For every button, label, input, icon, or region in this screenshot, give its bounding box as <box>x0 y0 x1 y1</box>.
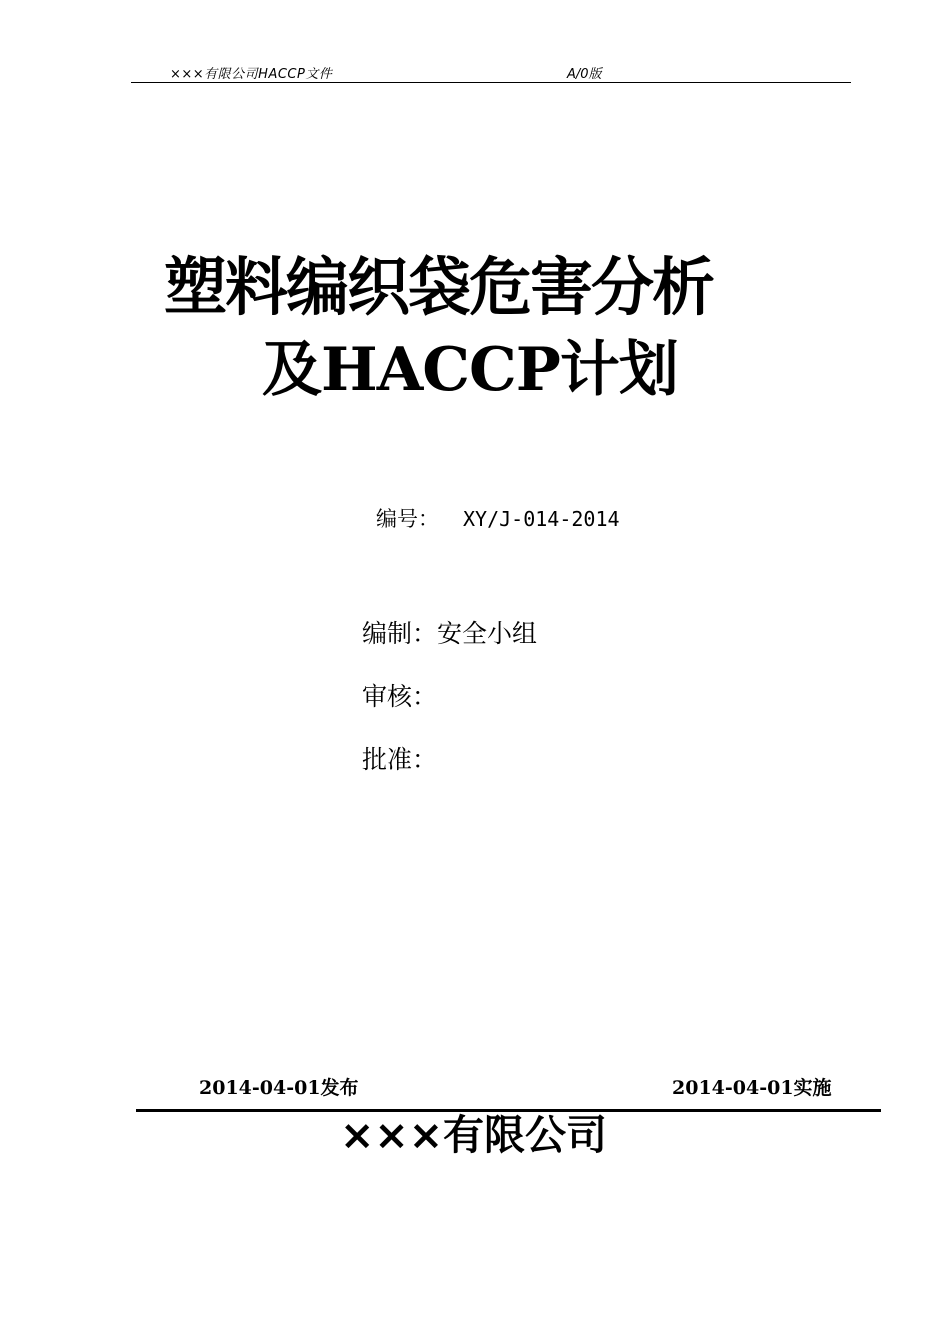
header-divider <box>131 82 851 83</box>
document-number-value: XY/J-014-2014 <box>463 507 620 531</box>
document-number-label: 编号： <box>376 507 439 531</box>
issue-date: 2014-04-01发布 <box>199 1077 359 1099</box>
header-version-label: A/0版 <box>567 67 602 82</box>
reviewed-by-field: 审核： <box>362 682 438 711</box>
document-title-line-1: 塑料编织袋危害分析 <box>164 251 713 324</box>
effective-date: 2014-04-01实施 <box>672 1077 832 1099</box>
document-number <box>376 503 620 533</box>
company-name: ×××有限公司 <box>340 1111 608 1159</box>
header-company-doc-label: ×××有限公司HACCP文件 <box>170 67 333 82</box>
approved-by-field: 批准： <box>362 745 438 774</box>
document-title-line-2: 及HACCP计划 <box>262 335 678 405</box>
compiled-by-field: 编制：安全小组 <box>362 619 538 648</box>
